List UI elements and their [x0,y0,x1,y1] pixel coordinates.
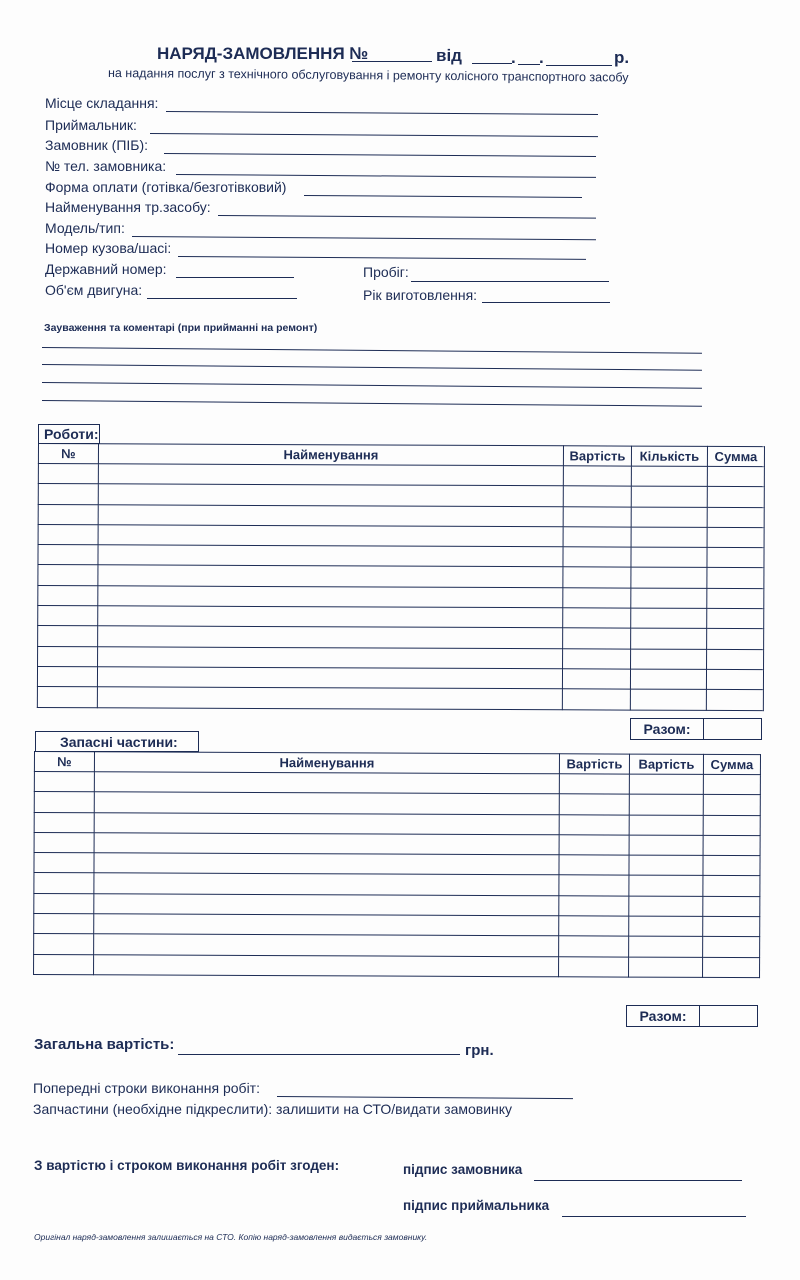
plate-label: Державний номер: [45,261,167,277]
date-dot: . [511,48,516,67]
engine-line[interactable] [147,298,297,299]
form-title: НАРЯД-ЗАМОВЛЕННЯ № [157,44,369,63]
works-col-number: № [38,444,98,464]
year-suffix: р. [614,48,630,67]
mileage-label: Пробіг: [363,264,409,280]
month-line[interactable] [518,64,540,65]
parts-table [33,751,761,978]
works-col-quantity: Кількість [631,446,707,466]
parts-title: Запасні частини: [35,731,199,752]
comments-label: Зауваження та коментарі (при прийманні на ремонт) [44,322,318,334]
phone-line[interactable] [176,174,596,178]
vehicle-name-line[interactable] [218,215,596,219]
engine-label: Об'єм двигуна: [45,282,143,298]
receiver-label: Приймальник: [45,117,137,133]
payment-line[interactable] [304,195,582,198]
from-label: від [436,46,462,65]
day-line[interactable] [472,63,512,64]
customer-label: Замовник (ПІБ): [45,137,149,153]
parts-total-value[interactable] [699,1005,758,1027]
comment-line[interactable] [42,364,702,371]
works-total-label: Разом: [630,718,704,740]
customer-signature-line[interactable] [534,1180,742,1181]
terms-label: Попередні строки виконання робіт: [33,1080,260,1096]
total-cost-line[interactable] [178,1054,460,1055]
parts-total-label: Разом: [626,1005,700,1027]
parts-col-name: Найменування [94,752,559,774]
receiver-signature-label: підпис приймальника [403,1198,550,1213]
works-col-price: Вартість [563,446,631,466]
year-line[interactable] [546,65,612,66]
agreement-label: З вартістю і строком виконання робіт згоден: [34,1158,340,1173]
works-col-name: Найменування [98,444,563,466]
comment-line[interactable] [42,400,702,407]
customer-signature-label: підпис замовника [403,1162,523,1177]
body-number-label: Номер кузова/шасі: [45,240,172,256]
customer-line[interactable] [164,153,596,157]
table-row[interactable] [37,687,763,710]
vehicle-name-label: Найменування тр.засобу: [45,199,211,215]
form-subtitle: на надання послуг з технічного обслуговування і ремонту колісного транспортного засобу [107,66,629,85]
receiver-signature-line[interactable] [562,1216,746,1217]
parts-col-number: № [34,752,94,772]
parts-col-price: Вартість [559,754,629,774]
phone-label: № тел. замовника: [45,158,167,174]
total-cost-label: Загальна вартість: [34,1036,175,1053]
date-dot: . [539,48,544,67]
year-made-line[interactable] [482,302,610,303]
works-total-value[interactable] [703,718,762,740]
receiver-line[interactable] [150,133,598,137]
body-number-line[interactable] [178,256,586,260]
table-row[interactable] [34,954,760,977]
parts-col-sum: Сумма [703,754,760,774]
mileage-line[interactable] [411,281,609,282]
payment-label: Форма оплати (готівка/безготівковий) [45,179,287,195]
place-label: Місце складання: [45,95,159,111]
works-col-sum: Сумма [707,446,764,466]
order-number-line[interactable] [352,61,432,62]
footer-note: Оригінал наряд-замовлення залишається на СТО. Копію наряд-замовлення видається замовнику. [34,1232,428,1242]
terms-line[interactable] [277,1096,573,1099]
place-line[interactable] [166,111,598,115]
works-title: Роботи: [38,424,100,444]
plate-line[interactable] [176,277,294,278]
parts-col-price-2: Вартість [629,754,703,774]
comment-line[interactable] [42,382,702,389]
comment-line[interactable] [42,347,702,354]
model-line[interactable] [132,236,596,240]
model-label: Модель/тип: [45,220,125,236]
year-label: Рік виготовлення: [363,287,478,303]
works-table [37,443,765,711]
parts-note: Запчастини (необхідне підкреслити): залишити на СТО/видати замовинку [33,1101,513,1117]
currency-label: грн. [465,1042,494,1059]
